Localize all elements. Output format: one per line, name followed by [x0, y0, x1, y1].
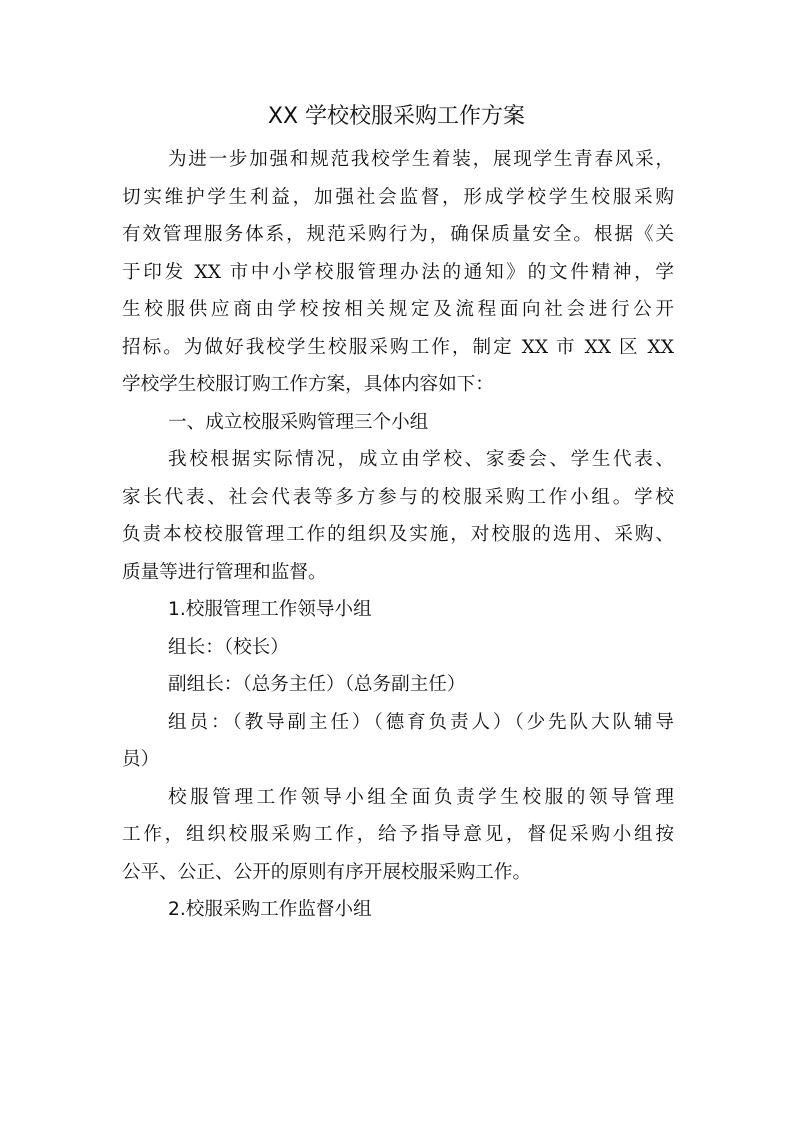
paragraph-line: 员）: [122, 749, 160, 770]
paragraph-line: 我校根据实际情况，成立由学校、家委会、学生代表、: [168, 449, 674, 470]
paragraph-line: 切实维护学生利益，加强社会监督，形成学校学生校服采购: [122, 187, 674, 208]
paragraph-line: 学校学生校服订购工作方案，具体内容如下：: [122, 374, 494, 395]
paragraph-line: 于印发 XX 市中小学校服管理办法的通知》的文件精神，学: [122, 262, 674, 283]
paragraph-line: 校服管理工作领导小组全面负责学生校服的领导管理: [168, 787, 674, 808]
paragraph-line: 有效管理服务体系，规范采购行为，确保质量安全。根据《关: [122, 224, 674, 245]
paragraph-line: 组长：（校长）: [168, 637, 289, 658]
paragraph-line: 生校服供应商由学校按相关规定及流程面向社会进行公开: [122, 299, 674, 320]
paragraph-line: 负责本校校服管理工作的组织及实施，对校服的选用、采购、: [122, 524, 674, 545]
paragraph-line: 质量等进行管理和监督。: [122, 562, 327, 583]
paragraph-line: 招标。为做好我校学生校服采购工作，制定 XX 市 XX 区 XX: [122, 337, 674, 358]
paragraph-line: 家长代表、社会代表等多方参与的校服采购工作小组。学校: [122, 487, 674, 508]
paragraph-line: 为进一步加强和规范我校学生着装，展现学生青春风采，: [168, 149, 674, 170]
section-heading: 2.校服采购工作监督小组: [168, 899, 372, 920]
section-heading: 一、成立校服采购管理三个小组: [168, 412, 429, 433]
paragraph-line: 公平、公正、公开的原则有序开展校服采购工作。: [122, 862, 532, 883]
paragraph-line: 副组长：（总务主任）（总务副主任）: [168, 674, 466, 695]
paragraph-line: 工作，组织校服采购工作，给予指导意见，督促采购小组按: [122, 824, 674, 845]
document-title: XX 学校校服采购工作方案: [267, 104, 526, 129]
section-heading: 1.校服管理工作领导小组: [168, 599, 372, 620]
paragraph-line: 组员：（教导副主任）（德育负责人）（少先队大队辅导: [168, 712, 674, 733]
